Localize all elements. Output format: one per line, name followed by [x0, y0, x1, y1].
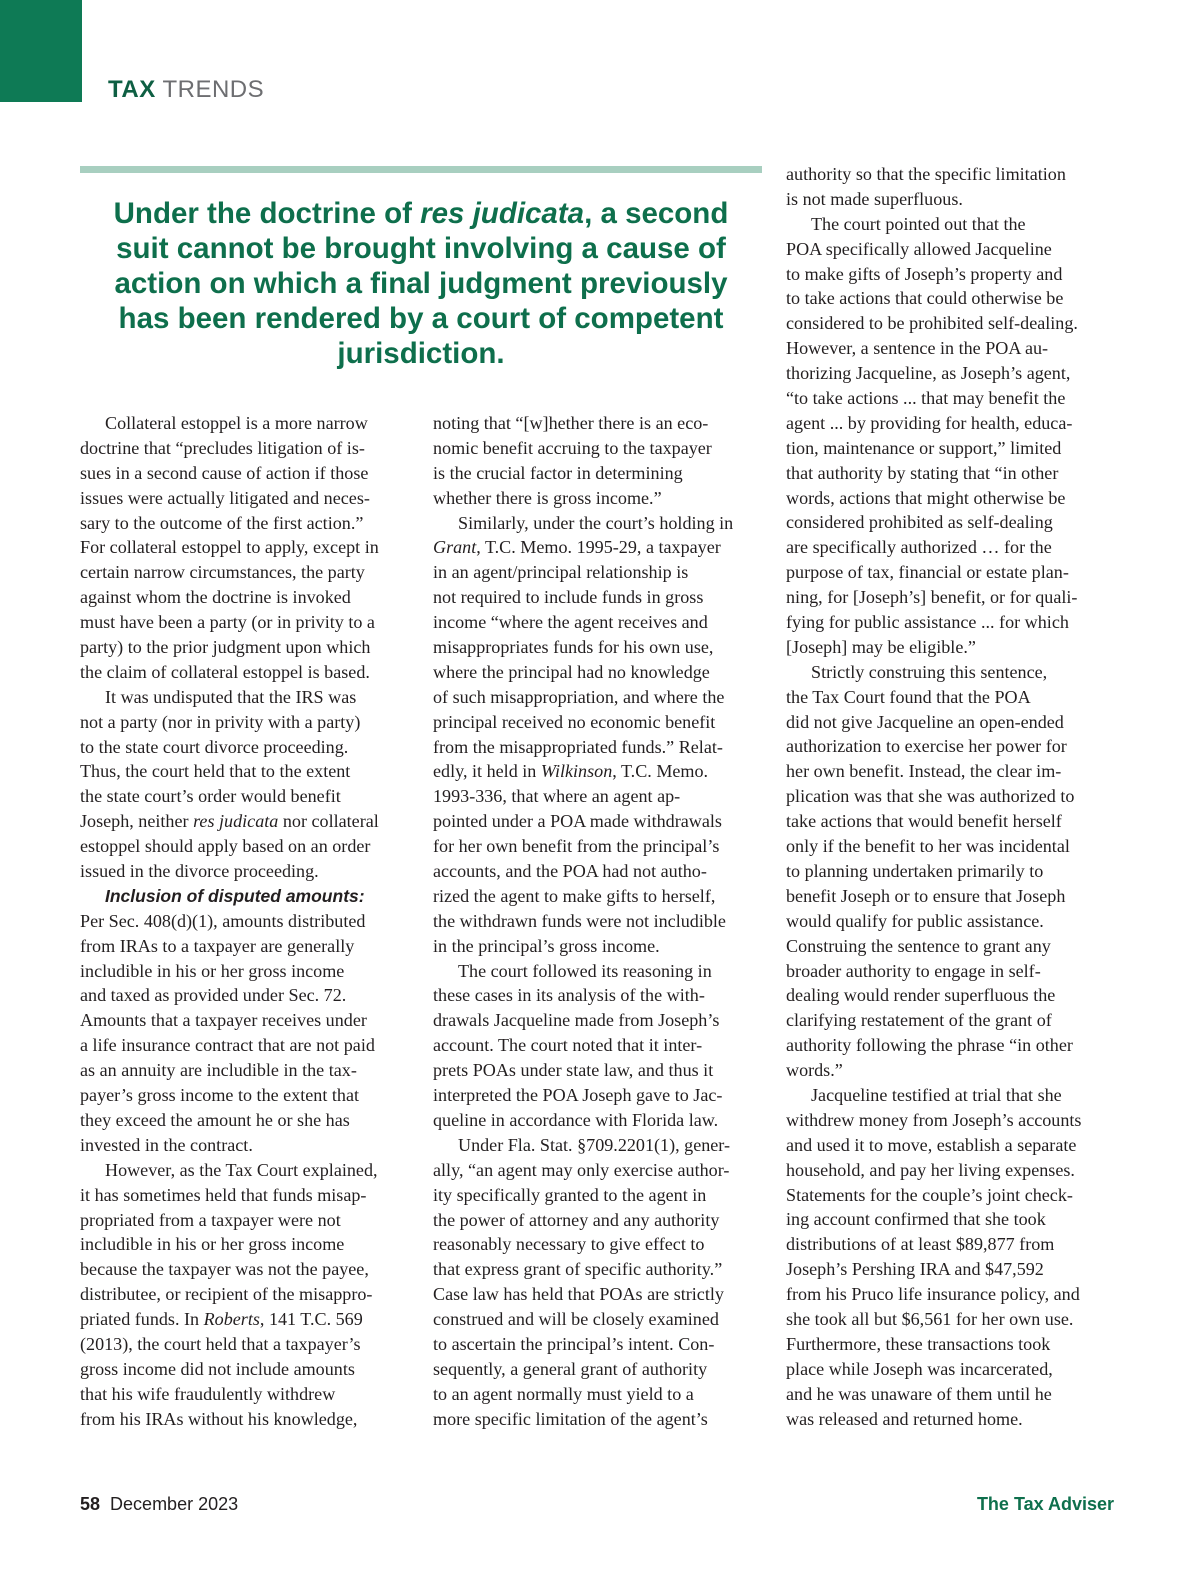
text-line: did not give Jacqueline an open-ended	[786, 711, 1064, 732]
text-line: tion, maintenance or support,” limited	[786, 437, 1062, 458]
pullquote-text-start: Under the doctrine of	[113, 197, 421, 230]
text-line: Case law has held that POAs are strictly	[433, 1284, 724, 1305]
text-line: 1993-336, that where an agent ap-	[433, 786, 681, 807]
text-line: only if the benefit to her was incidental	[786, 836, 1070, 857]
text-line: income “where the agent receives and	[433, 612, 708, 633]
text-line: authority following the phrase “in other	[786, 1035, 1073, 1056]
text-line: accounts, and the POA had not autho-	[433, 861, 707, 882]
text-line: drawals Jacqueline made from Joseph’s	[433, 1010, 720, 1031]
text-line: of such misappropriation, and where the	[433, 686, 725, 707]
text-line: was released and returned home.	[786, 1408, 1023, 1429]
text-line: pointed under a POA made withdrawals	[433, 811, 722, 832]
text-line: reasonably necessary to give effect to	[433, 1234, 705, 1255]
text-line: and he was unaware of them until he	[786, 1383, 1052, 1404]
text-line: payer’s gross income to the extent that	[80, 1085, 360, 1106]
pullquote-rule	[80, 166, 762, 173]
text-line: issues were actually litigated and neces-	[80, 487, 370, 508]
text-line: propriated from a taxpayer were not	[80, 1209, 341, 1230]
text-line: broader authority to engage in self-	[786, 960, 1041, 981]
article-column-1	[80, 411, 410, 1432]
text-line: priated funds. In Roberts, 141 T.C. 569	[80, 1309, 363, 1330]
text-line: Joseph’s Pershing IRA and $47,592	[786, 1259, 1044, 1280]
text-line: ing account confirmed that she took	[786, 1209, 1046, 1230]
text-line: to ascertain the principal’s intent. Con-	[433, 1333, 715, 1354]
text-line: However, as the Tax Court explained,	[105, 1159, 378, 1180]
text-line: household, and pay her living expenses.	[786, 1159, 1075, 1180]
pullquote-text-end: , a second suit cannot be brought involving a cause of action on which a final judgment previously has been rendered by a court of competent jurisdiction.	[114, 197, 729, 370]
text-line: to planning undertaken primarily to	[786, 860, 1044, 881]
text-line: Collateral estoppel is a more narrow	[105, 413, 368, 433]
text-line: thorizing Jacqueline, as Joseph’s agent,	[786, 363, 1071, 384]
text-line: Joseph, neither res judicata nor collateral	[80, 811, 379, 832]
text-line: from the misappropriated funds.” Relat-	[433, 736, 723, 757]
text-line: edly, it held in Wilkinson, T.C. Memo.	[433, 761, 709, 782]
text-line: is not made superfluous.	[786, 188, 963, 209]
text-line: and used it to move, establish a separate	[786, 1134, 1077, 1155]
text-line: authorization to exercise her power for	[786, 736, 1067, 757]
text-line: Construing the sentence to grant any	[786, 935, 1051, 956]
text-line: Furthermore, these transactions took	[786, 1333, 1051, 1354]
text-line: Amounts that a taxpayer receives under	[80, 1010, 367, 1031]
article-column-2	[433, 411, 763, 1432]
text-line: the claim of collateral estoppel is based.	[80, 661, 370, 682]
text-line: would qualify for public assistance.	[786, 910, 1044, 931]
text-line: and taxed as provided under Sec. 72.	[80, 985, 347, 1006]
text-line: (2013), the court held that a taxpayer’s	[80, 1333, 361, 1354]
text-line: as an annuity are includible in the tax-	[80, 1060, 357, 1081]
text-line: construed and will be closely examined	[433, 1309, 719, 1330]
text-line: place while Joseph was incarcerated,	[786, 1358, 1053, 1379]
text-line: for her own benefit from the principal’s	[433, 836, 720, 857]
text-line: considered prohibited as self-dealing	[786, 512, 1053, 533]
text-line: queline in accordance with Florida law.	[433, 1109, 719, 1130]
text-line: sues in a second cause of action if those	[80, 462, 369, 483]
text-line: they exceed the amount he or she has	[80, 1109, 350, 1130]
text-line: dealing would render superfluous the	[786, 985, 1056, 1006]
text-line: principal received no economic benefit	[433, 711, 716, 732]
text-line: sequently, a general grant of authority	[433, 1358, 708, 1379]
text-line: must have been a party (or in privity to a	[80, 612, 375, 633]
text-line: are specifically authorized … for the	[786, 537, 1052, 558]
text-line: from his Pruco life insurance policy, and	[786, 1284, 1080, 1305]
text-line: account. The court noted that it inter-	[433, 1035, 703, 1056]
text-line: that authority by stating that “in other	[786, 462, 1059, 483]
text-line: sary to the outcome of the first action.”	[80, 512, 364, 533]
text-line: to take actions that could otherwise be	[786, 288, 1064, 309]
text-line: from his IRAs without his knowledge,	[80, 1408, 358, 1429]
text-line: plication was that she was authorized to	[786, 786, 1075, 807]
text-line: that express grant of specific authority.”	[433, 1259, 723, 1280]
text-line: ally, “an agent may only exercise author-	[433, 1159, 730, 1180]
text-line: to an agent normally must yield to a	[433, 1383, 694, 1404]
text-line: [Joseph] may be eligible.”	[786, 636, 976, 657]
text-line: not required to include funds in gross	[433, 587, 704, 608]
text-line: the state court’s order would benefit	[80, 786, 341, 807]
text-line: POA specifically allowed Jacqueline	[786, 238, 1052, 259]
text-line: where the principal had no knowledge	[433, 661, 710, 682]
text-line: For collateral estoppel to apply, except in	[80, 537, 379, 558]
text-line: because the taxpayer was not the payee,	[80, 1259, 369, 1280]
text-line: from IRAs to a taxpayer are generally	[80, 935, 355, 956]
text-line: prets POAs under state law, and thus it	[433, 1060, 714, 1081]
text-line: fying for public assistance ... for which	[786, 612, 1069, 633]
text-line: her own benefit. Instead, the clear im-	[786, 761, 1062, 782]
text-line: clarifying restatement of the grant of	[786, 1010, 1052, 1031]
text-line: However, a sentence in the POA au-	[786, 338, 1049, 359]
text-line: it has sometimes held that funds misap-	[80, 1184, 367, 1205]
text-line: words.”	[786, 1060, 843, 1081]
text-line: Statements for the couple’s joint check-	[786, 1184, 1073, 1205]
text-line: a life insurance contract that are not paid	[80, 1035, 375, 1056]
text-line: party) to the prior judgment upon which	[80, 637, 371, 658]
text-line: “to take actions ... that may benefit the	[786, 388, 1066, 409]
text-line: Jacqueline testified at trial that she	[811, 1084, 1062, 1105]
text-line: more specific limitation of the agent’s	[433, 1408, 708, 1429]
text-line: not a party (nor in privity with a party)	[80, 711, 361, 732]
text-line: whether there is gross income.”	[433, 487, 662, 508]
text-line: The court pointed out that the	[811, 213, 1026, 234]
text-line: nomic benefit accruing to the taxpayer	[433, 437, 712, 458]
text-line: she took all but $6,561 for her own use.	[786, 1308, 1074, 1329]
text-line: interpreted the POA Joseph gave to Jac-	[433, 1085, 723, 1106]
footer-folio	[80, 1494, 238, 1515]
section-label	[108, 76, 264, 104]
text-line: authority so that the specific limitation	[786, 164, 1066, 184]
publication-name: The Tax Adviser	[976, 1494, 1114, 1514]
text-line: the Tax Court found that the POA	[786, 686, 1031, 707]
section-label-bold: TAX	[108, 76, 156, 103]
text-line: Strictly construing this sentence,	[811, 661, 1048, 682]
subhead-line: Inclusion of disputed amounts:	[105, 885, 365, 906]
text-line: the power of attorney and any authority	[433, 1209, 720, 1230]
text-line: withdrew money from Joseph’s accounts	[786, 1109, 1082, 1130]
issue-date: December 2023	[110, 1494, 239, 1514]
text-line: Thus, the court held that to the extent	[80, 761, 351, 782]
text-line: to make gifts of Joseph’s property and	[786, 263, 1063, 284]
pullquote-italic-term: res judicata	[420, 197, 585, 230]
text-line: noting that “[w]hether there is an eco-	[433, 413, 709, 433]
page-number: 58	[80, 1494, 101, 1514]
text-line: doctrine that “precludes litigation of is-	[80, 437, 365, 458]
text-line: misappropriates funds for his own use,	[433, 637, 714, 658]
text-line: distributions of at least $89,877 from	[786, 1234, 1055, 1255]
text-line: includible in his or her gross income	[80, 1234, 345, 1255]
text-line: considered to be prohibited self-dealing.	[786, 313, 1078, 334]
text-line: gross income did not include amounts	[80, 1358, 355, 1379]
text-line: that his wife fraudulently withdrew	[80, 1383, 336, 1404]
text-line: these cases in its analysis of the with-	[433, 985, 705, 1006]
text-line: Grant, T.C. Memo. 1995-29, a taxpayer	[433, 537, 721, 558]
pullquote	[86, 196, 756, 371]
text-line: ity specifically granted to the agent in	[433, 1184, 707, 1205]
text-line: rized the agent to make gifts to herself,	[433, 885, 716, 906]
text-line: issued in the divorce proceeding.	[80, 861, 319, 882]
text-line: benefit Joseph or to ensure that Joseph	[786, 885, 1066, 906]
text-line: is the crucial factor in determining	[433, 462, 683, 483]
text-line: invested in the contract.	[80, 1134, 253, 1155]
text-line: Per Sec. 408(d)(1), amounts distributed	[80, 910, 366, 931]
corner-color-block	[0, 0, 82, 102]
text-line: Under Fla. Stat. §709.2201(1), gener-	[458, 1134, 730, 1155]
text-line: distributee, or recipient of the misappro-	[80, 1284, 373, 1305]
text-line: purpose of tax, financial or estate plan-	[786, 562, 1069, 583]
text-line: includible in his or her gross income	[80, 960, 345, 981]
text-line: words, actions that might otherwise be	[786, 487, 1066, 508]
text-line: to the state court divorce proceeding.	[80, 736, 349, 757]
text-line: agent ... by providing for health, educa-	[786, 412, 1073, 433]
text-line: ning, for [Joseph’s] benefit, or for quali-	[786, 587, 1078, 608]
text-line: the withdrawn funds were not includible	[433, 910, 726, 931]
text-line: in an agent/principal relationship is	[433, 562, 689, 583]
text-line: Similarly, under the court’s holding in	[458, 512, 734, 533]
section-label-light: TRENDS	[162, 76, 265, 103]
text-line: It was undisputed that the IRS was	[105, 686, 357, 707]
article-column-3	[786, 162, 1116, 1431]
text-line: against whom the doctrine is invoked	[80, 587, 351, 608]
text-line: estoppel should apply based on an order	[80, 836, 371, 857]
text-line: take actions that would benefit herself	[786, 811, 1062, 832]
text-line: certain narrow circumstances, the party	[80, 562, 365, 583]
text-line: The court followed its reasoning in	[458, 960, 712, 981]
text-line: in the principal’s gross income.	[433, 935, 660, 956]
